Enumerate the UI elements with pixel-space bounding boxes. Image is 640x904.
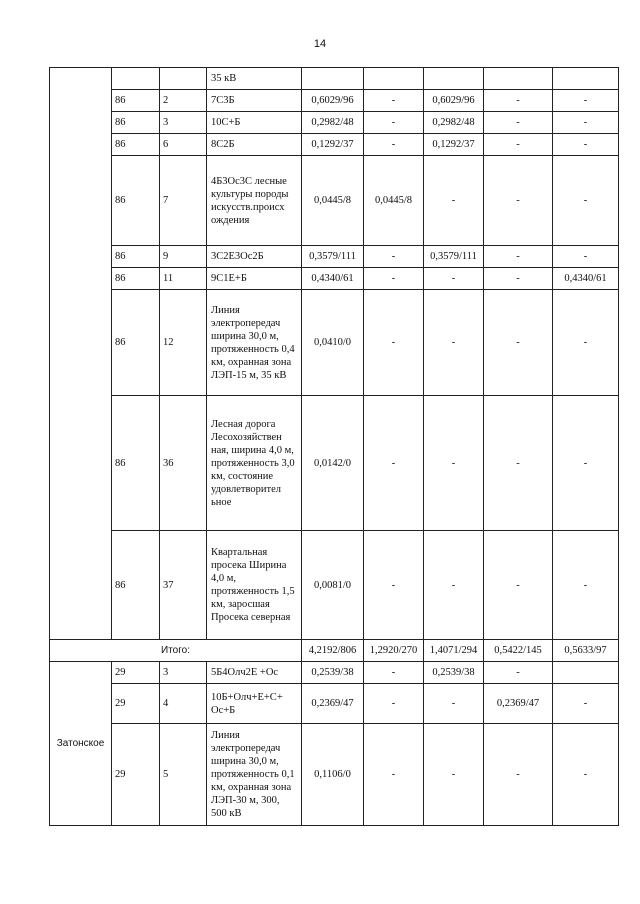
description-cell: 35 кВ [207,68,302,90]
description-cell: 8С2Б [207,134,302,156]
value-cell [484,68,553,90]
quarter-cell: 86 [112,268,160,290]
value-cell: 0,3579/111 [302,246,364,268]
value-cell: - [484,396,553,531]
value-cell: - [553,531,619,640]
value-cell: 0,0410/0 [302,290,364,396]
quarter-cell: 86 [112,112,160,134]
value-cell: - [553,156,619,246]
value-cell: 0,6029/96 [424,90,484,112]
value-cell: - [553,246,619,268]
quarter-cell: 29 [112,684,160,724]
value-cell: 0,2369/47 [302,684,364,724]
value-cell: 0,2982/48 [424,112,484,134]
table-row [50,134,619,156]
total-value-cell: 4,2192/806 [302,640,364,662]
page-number: 14 [313,38,327,50]
table-row [50,112,619,134]
table-row [50,396,619,531]
value-cell: - [484,662,553,684]
table-row [50,684,619,724]
table-row [50,246,619,268]
value-cell: 0,0445/8 [364,156,424,246]
description-cell: Линия электропередач ширина 30,0 м, протяженность 0,1 км, охранная зона ЛЭП-30 м, 300, 500 кВ [207,724,302,826]
quarter-cell [112,68,160,90]
description-cell: Квартальная просека Ширина 4,0 м, протяженность 1,5 км, заросшая Просека северная [207,531,302,640]
plot-cell: 7 [160,156,207,246]
value-cell: - [553,134,619,156]
value-cell: 0,2369/47 [484,684,553,724]
description-cell: 9С1Е+Б [207,268,302,290]
value-cell: - [484,290,553,396]
quarter-cell: 86 [112,246,160,268]
value-cell: 0,3579/111 [424,246,484,268]
value-cell: - [553,396,619,531]
value-cell: - [424,684,484,724]
plot-cell: 11 [160,268,207,290]
value-cell: - [424,724,484,826]
forest-allocation-table [49,67,619,826]
table-row [50,290,619,396]
value-cell: - [484,112,553,134]
table-row [50,156,619,246]
value-cell: 0,0142/0 [302,396,364,531]
description-cell: 7С3Б [207,90,302,112]
description-cell: 10С+Б [207,112,302,134]
total-value-cell: 0,5633/97 [553,640,619,662]
value-cell: - [364,684,424,724]
value-cell [553,662,619,684]
total-row [50,640,619,662]
value-cell: - [424,396,484,531]
total-value-cell: 0,5422/145 [484,640,553,662]
table-row [50,268,619,290]
value-cell [364,68,424,90]
value-cell [302,68,364,90]
value-cell: - [364,246,424,268]
value-cell: - [424,268,484,290]
value-cell: - [424,156,484,246]
plot-cell: 12 [160,290,207,396]
value-cell: 0,0081/0 [302,531,364,640]
district-cell-1 [50,68,112,640]
description-cell: 5Б4Олч2Е +Ос [207,662,302,684]
value-cell: - [484,531,553,640]
description-cell: Линия электропередач ширина 30,0 м, протяженность 0,4 км, охранная зона ЛЭП-15 м, 35 кВ [207,290,302,396]
quarter-cell: 86 [112,531,160,640]
plot-cell [160,68,207,90]
value-cell: - [364,268,424,290]
value-cell [553,68,619,90]
value-cell: - [484,246,553,268]
table-row [50,90,619,112]
value-cell: - [364,531,424,640]
table-row [50,531,619,640]
plot-cell: 9 [160,246,207,268]
plot-cell: 3 [160,112,207,134]
value-cell: - [484,724,553,826]
total-value-cell: 1,4071/294 [424,640,484,662]
plot-cell: 3 [160,662,207,684]
value-cell: - [364,90,424,112]
value-cell: - [484,156,553,246]
description-cell: 4Б3Ос3С лесные культуры породы искусств.происх ождения [207,156,302,246]
total-value-cell: 1,2920/270 [364,640,424,662]
value-cell: - [364,396,424,531]
plot-cell: 5 [160,724,207,826]
value-cell: - [364,724,424,826]
value-cell: - [484,268,553,290]
value-cell: - [364,662,424,684]
value-cell: 0,1292/37 [424,134,484,156]
value-cell: - [424,290,484,396]
value-cell: 0,6029/96 [302,90,364,112]
value-cell: - [364,112,424,134]
table-row [50,662,619,684]
table-row [50,724,619,826]
value-cell [424,68,484,90]
value-cell: - [424,531,484,640]
value-cell: - [484,90,553,112]
value-cell: - [364,290,424,396]
quarter-cell: 86 [112,90,160,112]
plot-cell: 4 [160,684,207,724]
value-cell: - [553,90,619,112]
value-cell: - [553,684,619,724]
quarter-cell: 86 [112,290,160,396]
district-cell-2: Затонское [50,662,112,826]
value-cell: - [553,724,619,826]
value-cell: 0,0445/8 [302,156,364,246]
value-cell: 0,2982/48 [302,112,364,134]
value-cell: - [553,112,619,134]
plot-cell: 6 [160,134,207,156]
value-cell: 0,2539/38 [424,662,484,684]
description-cell: 10Б+Олч+Е+С+ Ос+Б [207,684,302,724]
value-cell: 0,1292/37 [302,134,364,156]
description-cell: Лесная дорога Лесохозяйствен ная, ширина 4,0 м, протяженность 3,0 км, состояние удовлетворител ьное [207,396,302,531]
plot-cell: 36 [160,396,207,531]
value-cell: - [364,134,424,156]
quarter-cell: 29 [112,662,160,684]
table-row [50,68,619,90]
plot-cell: 2 [160,90,207,112]
value-cell: 0,4340/61 [553,268,619,290]
total-label: Итого: [50,640,302,662]
description-cell: 3С2Е3Ос2Б [207,246,302,268]
quarter-cell: 29 [112,724,160,826]
plot-cell: 37 [160,531,207,640]
quarter-cell: 86 [112,156,160,246]
value-cell: 0,2539/38 [302,662,364,684]
quarter-cell: 86 [112,396,160,531]
value-cell: - [553,290,619,396]
value-cell: 0,4340/61 [302,268,364,290]
quarter-cell: 86 [112,134,160,156]
value-cell: 0,1106/0 [302,724,364,826]
value-cell: - [484,134,553,156]
